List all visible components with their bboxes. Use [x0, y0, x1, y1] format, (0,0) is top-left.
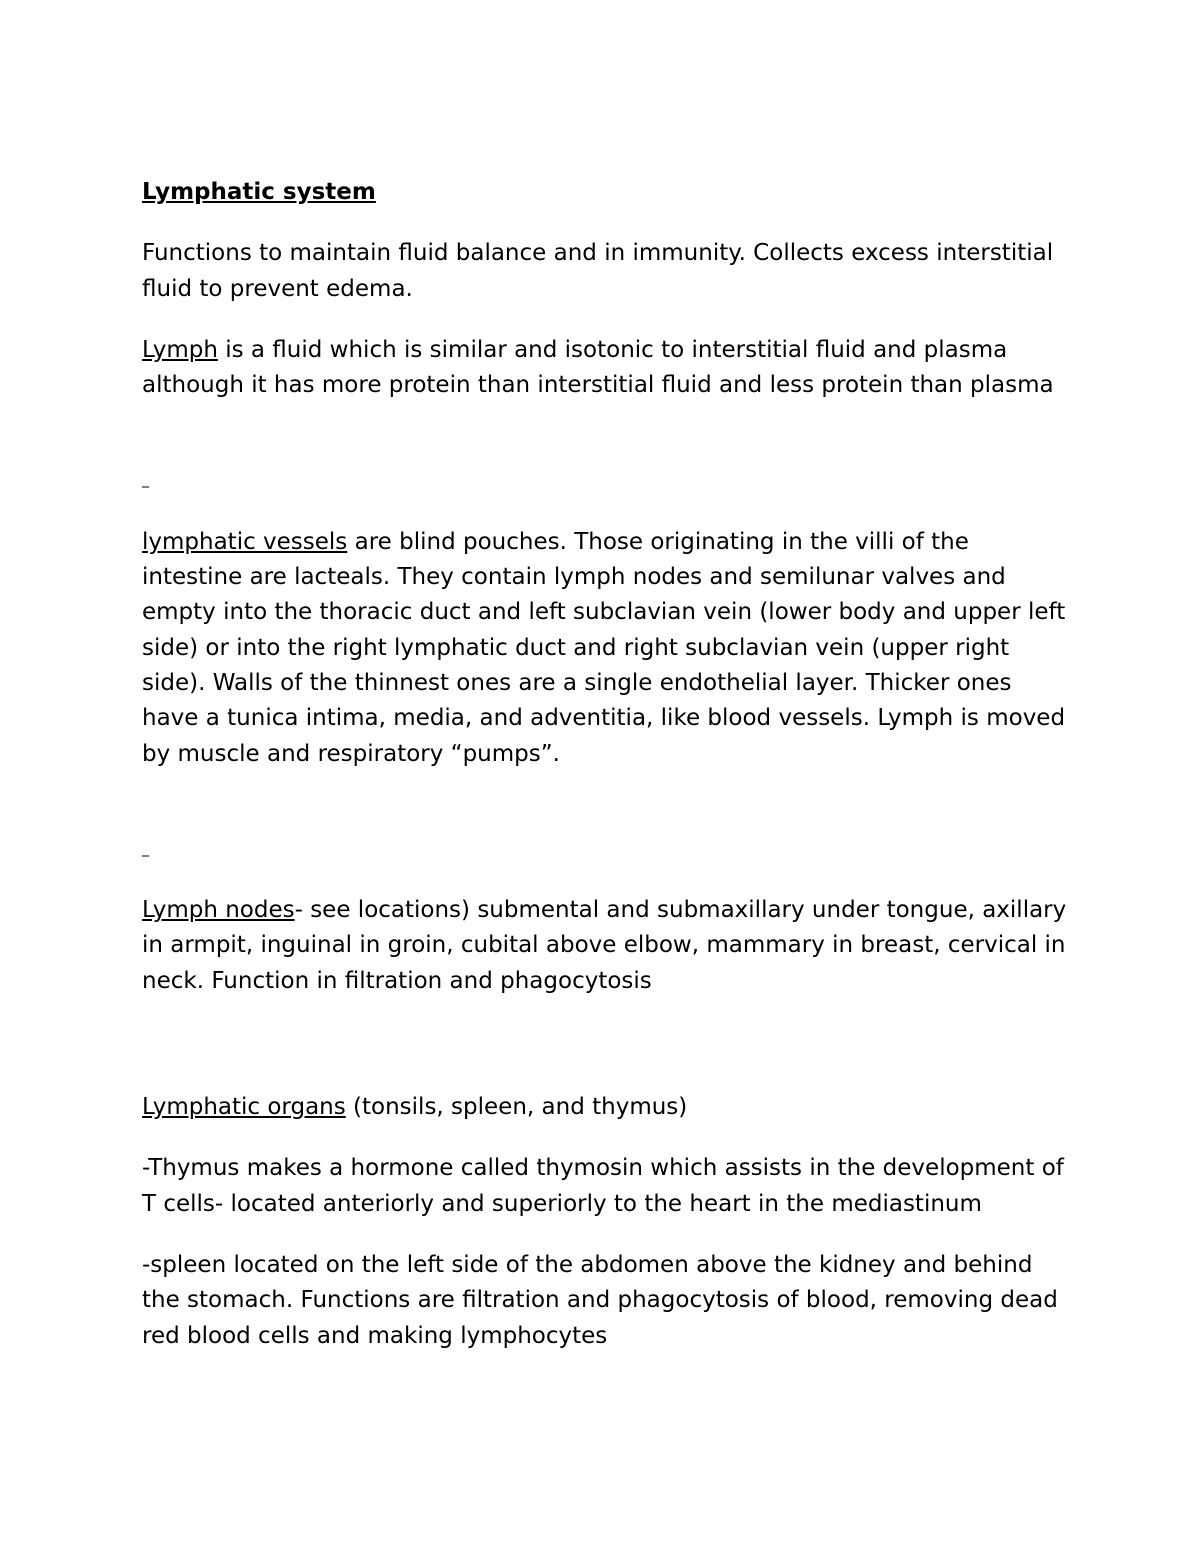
vessels-paragraph — [142, 525, 1072, 772]
vessels-term: lymphatic vessels — [142, 528, 348, 555]
nodes-text: - see locations) submental and submaxillary under tongue, axillary in armpit, inguinal in groin, cubital above elbow, mammary in breast, cervical in neck. Function in filtration and phagocytosis — [142, 897, 1067, 994]
lymph-paragraph — [142, 333, 1072, 404]
separator-2: _ — [142, 840, 149, 857]
nodes-term: Lymph nodes — [142, 897, 295, 924]
organs-term: Lymphatic organs — [142, 1094, 346, 1121]
organs-paragraph — [142, 1090, 1072, 1125]
intro-paragraph: Functions to maintain fluid balance and in immunity. Collects excess interstitial fluid to prevent edema. — [142, 240, 1054, 302]
document-title: Lymphatic system — [142, 179, 376, 205]
organs-text: (tonsils, spleen, and thymus) — [345, 1094, 688, 1121]
spleen-paragraph: -spleen located on the left side of the abdomen above the kidney and behind the stomach. Functions are filtration and phagocytosis of blood, removing dead red blood cells and making lymphocytes — [142, 1251, 1058, 1349]
lymph-text: is a fluid which is similar and isotonic to interstitial fluid and plasma although it has more protein than interstitial fluid and less protein than plasma — [142, 336, 1054, 399]
document-body — [142, 175, 1072, 1354]
thymus-paragraph: -Thymus makes a hormone called thymosin which assists in the development of T cells- located anteriorly and superiorly to the heart in the mediastinum — [142, 1155, 1064, 1217]
nodes-paragraph — [142, 893, 1072, 999]
separator-1: _ — [142, 472, 149, 489]
vessels-text: are blind pouches. Those originating in the villi of the intestine are lacteals. They contain lymph nodes and semilunar valves and empty into the thoracic duct and left subclavian vein (lower body and upper left side) or into the right lymphatic duct and right subclavian vein (upper right side). Walls of the thinnest ones are a single endothelial layer. Thicker ones have a tunica intima, media, and adventitia, like blood vessels. Lymph is moved by muscle and respiratory “pumps”. — [142, 528, 1066, 767]
lymph-term: Lymph — [142, 336, 218, 363]
